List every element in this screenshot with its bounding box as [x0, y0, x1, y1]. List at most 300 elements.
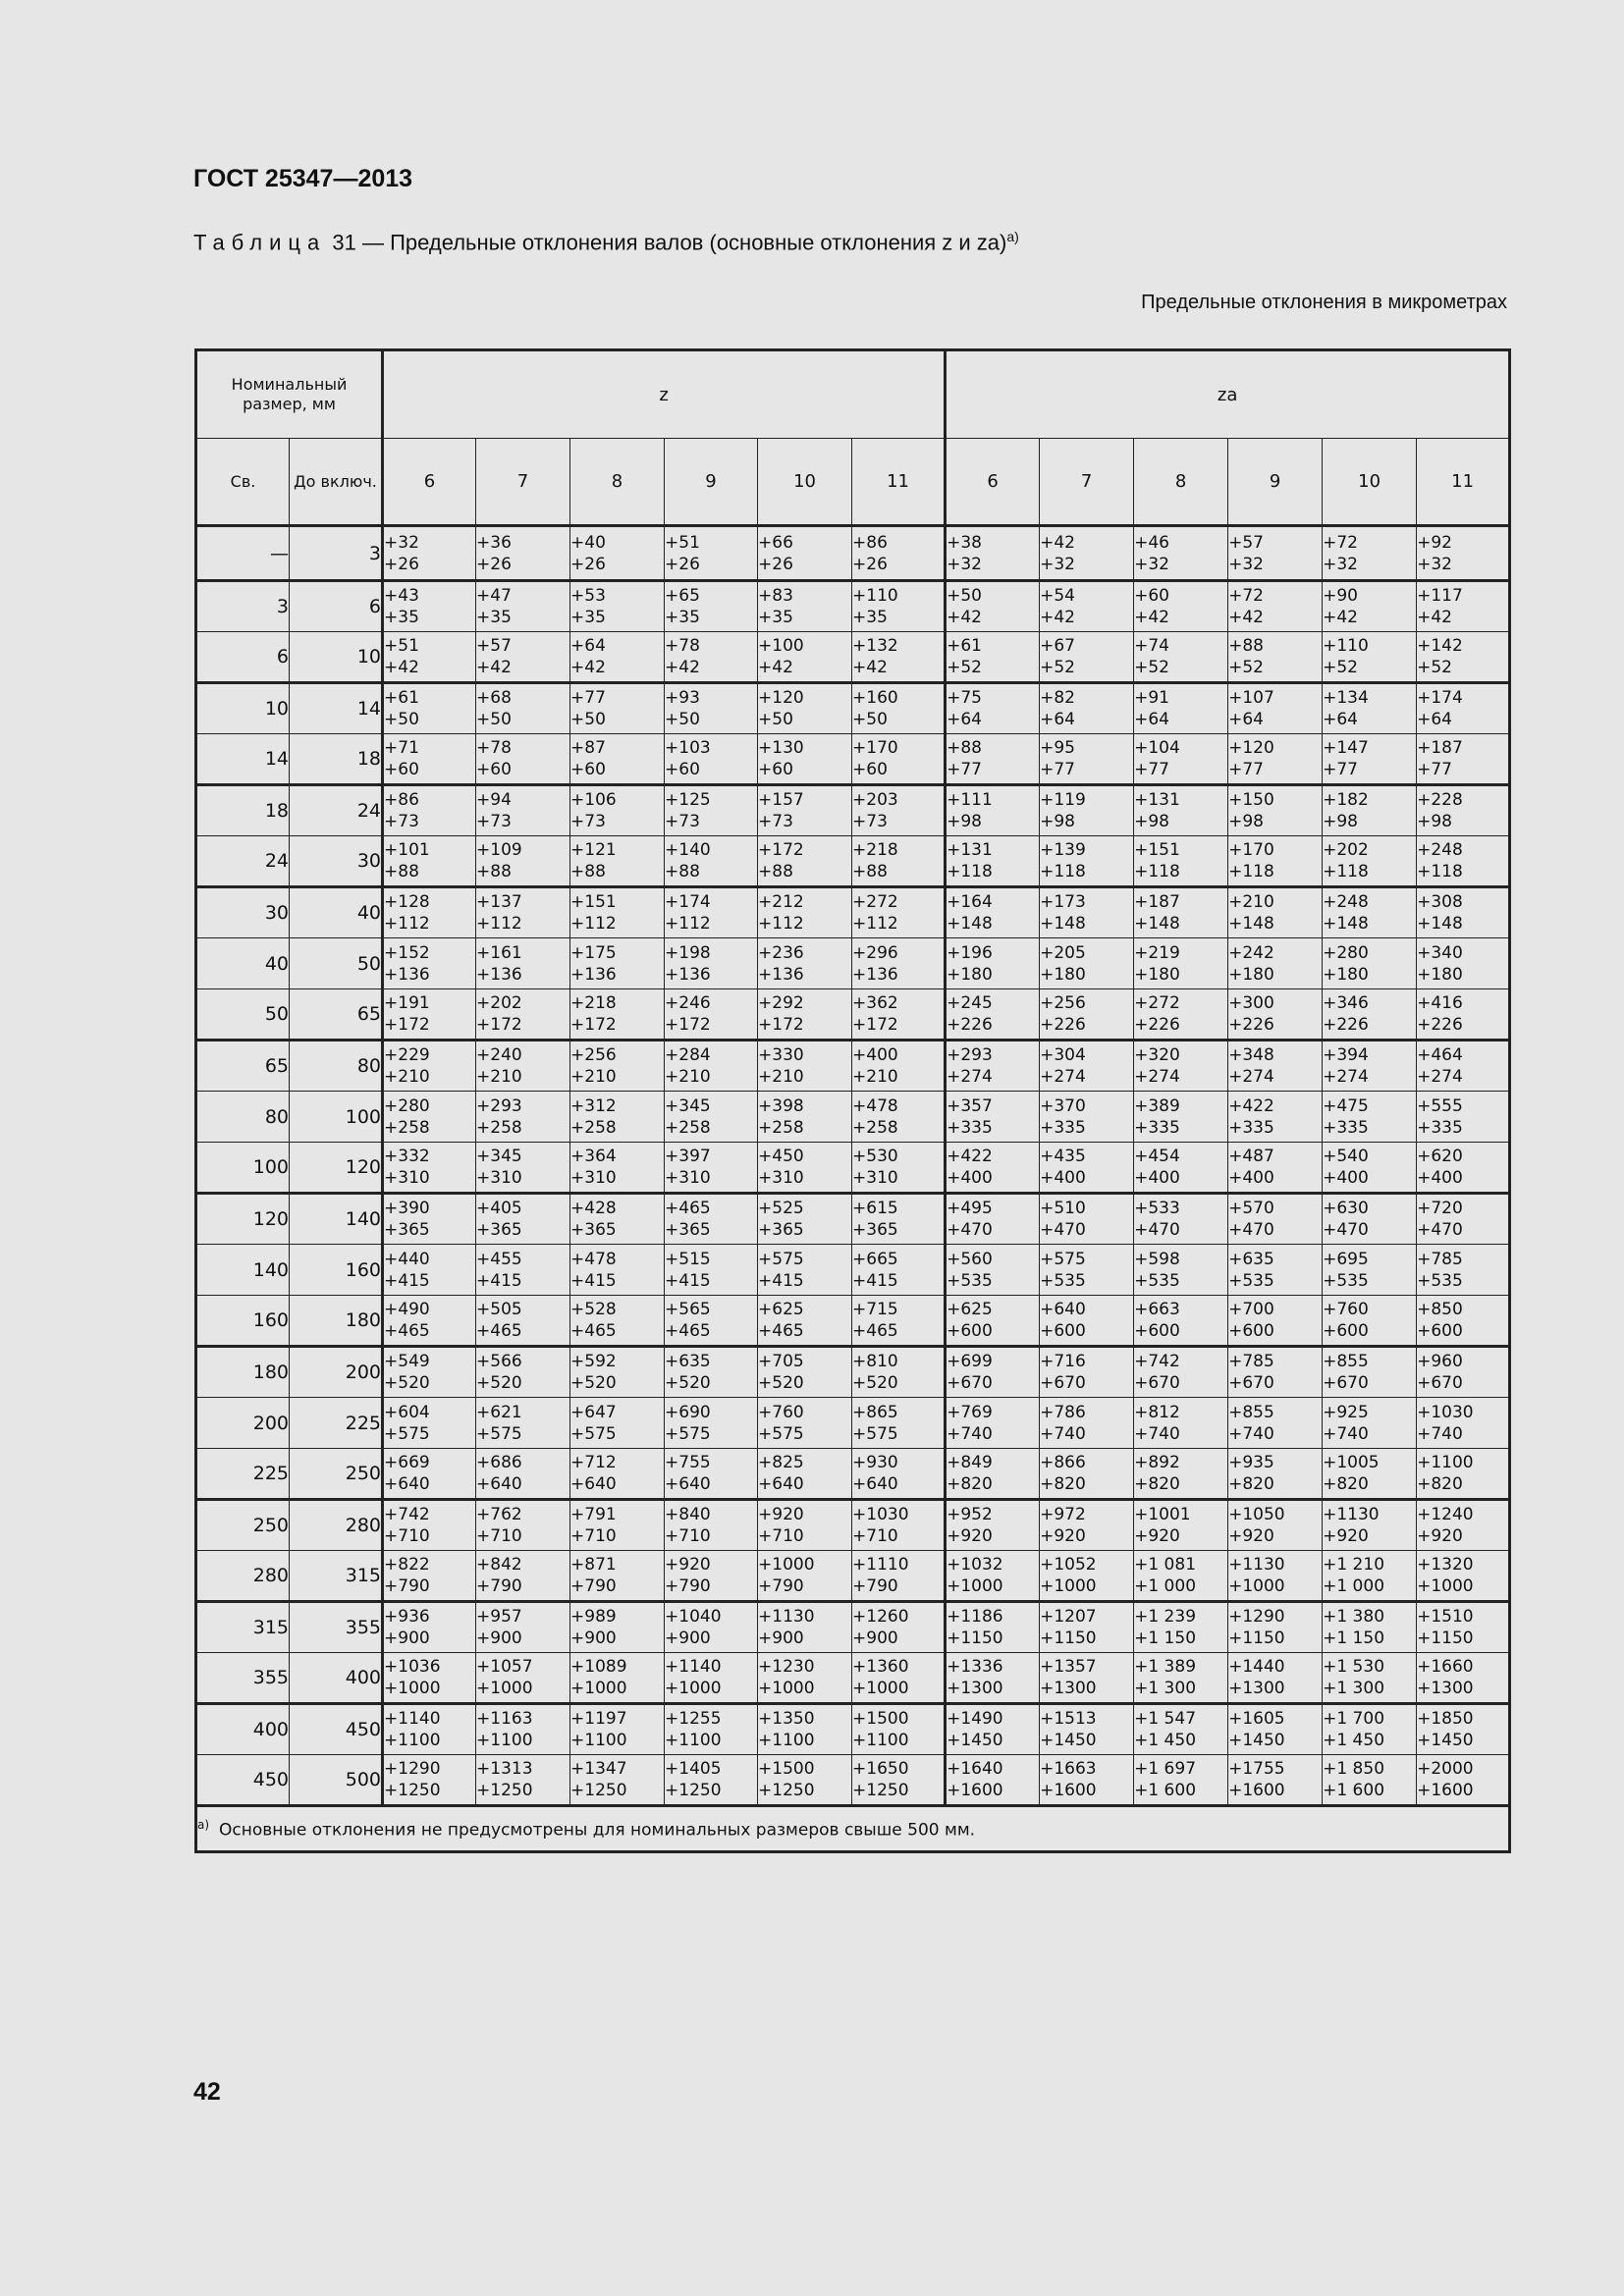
deviation-cell-za	[1134, 1755, 1228, 1806]
deviation-cell-z	[665, 1245, 758, 1296]
upper-deviation: +272	[852, 892, 898, 912]
lower-deviation: +415	[476, 1270, 522, 1291]
deviation-cell-za	[1040, 1704, 1134, 1755]
upper-deviation: +61	[947, 636, 982, 656]
deviation-cell-za	[1417, 1143, 1510, 1194]
upper-deviation: +182	[1323, 790, 1369, 810]
deviation-cell-z	[665, 989, 758, 1041]
deviation-cell-za	[946, 785, 1040, 836]
deviation-cell-za	[1040, 632, 1134, 683]
lower-deviation: +42	[384, 658, 419, 677]
upper-deviation: +528	[570, 1300, 617, 1319]
deviation-cell-z	[570, 1602, 665, 1653]
deviation-cell-z	[570, 1296, 665, 1347]
lower-deviation: +98	[1134, 812, 1169, 831]
upper-deviation: +1290	[384, 1759, 441, 1779]
deviation-cell-za	[946, 1296, 1040, 1347]
deviation-cell-za	[1134, 1449, 1228, 1500]
deviation-cell-za	[1417, 1449, 1510, 1500]
deviation-cell-za	[1134, 1092, 1228, 1143]
upper-deviation: +1163	[476, 1709, 533, 1729]
upper-deviation: +592	[570, 1352, 617, 1371]
deviation-cell-z	[383, 1092, 476, 1143]
lower-deviation: +210	[852, 1067, 898, 1087]
upper-deviation: +390	[384, 1199, 430, 1218]
lower-deviation: +790	[476, 1576, 522, 1596]
upper-deviation: +855	[1323, 1352, 1369, 1371]
upper-deviation: +362	[852, 993, 898, 1013]
upper-deviation: +1140	[665, 1657, 722, 1677]
deviation-cell-za	[1228, 1347, 1323, 1398]
upper-deviation: +128	[384, 892, 430, 912]
deviation-cell-za	[1323, 1092, 1417, 1143]
deviation-cell-z	[570, 785, 665, 836]
size-to-cell: 355	[290, 1602, 383, 1653]
lower-deviation: +790	[570, 1576, 617, 1596]
deviation-cell-z	[570, 1704, 665, 1755]
deviation-cell-z	[383, 526, 476, 581]
grade-header-za: 11	[1417, 439, 1510, 526]
upper-deviation: +786	[1040, 1402, 1086, 1422]
upper-deviation: +810	[852, 1352, 898, 1371]
lower-deviation: +136	[570, 964, 617, 985]
deviation-cell-za	[1323, 1551, 1417, 1602]
deviation-cell-z	[758, 1296, 852, 1347]
size-to-cell: 400	[290, 1653, 383, 1704]
lower-deviation: +335	[1040, 1117, 1086, 1138]
upper-deviation: +925	[1323, 1402, 1369, 1422]
lower-deviation: +118	[1417, 862, 1463, 881]
deviation-cell-z	[758, 1602, 852, 1653]
upper-deviation: +95	[1040, 738, 1075, 758]
lower-deviation: +1000	[1040, 1576, 1097, 1596]
table-row	[196, 887, 1510, 938]
table-caption-text: 31 — Предельные отклонения валов (основные отклонения z и za)	[326, 230, 1007, 255]
deviation-cell-za	[1417, 1296, 1510, 1347]
deviation-cell-za	[1323, 1194, 1417, 1245]
upper-deviation: +510	[1040, 1199, 1086, 1218]
lower-deviation: +535	[1417, 1270, 1463, 1291]
lower-deviation: +26	[665, 554, 700, 574]
table-row	[196, 1245, 1510, 1296]
upper-deviation: +699	[947, 1352, 993, 1371]
size-to-cell: 280	[290, 1500, 383, 1551]
upper-deviation: +635	[665, 1352, 711, 1371]
lower-deviation: +64	[1323, 710, 1358, 729]
deviation-cell-za	[1228, 1500, 1323, 1551]
upper-deviation: +170	[1228, 840, 1274, 860]
lower-deviation: +1150	[1040, 1629, 1097, 1648]
upper-deviation: +248	[1417, 840, 1463, 860]
upper-deviation: +101	[384, 840, 430, 860]
deviation-cell-za	[1323, 1398, 1417, 1449]
table-row	[196, 683, 1510, 734]
table-row	[196, 1500, 1510, 1551]
lower-deviation: +1300	[947, 1679, 1003, 1698]
lower-deviation: +520	[665, 1373, 711, 1393]
col-from-header: Св.	[196, 439, 290, 526]
lower-deviation: +400	[1323, 1168, 1369, 1188]
upper-deviation: +72	[1228, 586, 1264, 606]
lower-deviation: +575	[384, 1423, 430, 1444]
deviation-cell-za	[1228, 734, 1323, 785]
lower-deviation: +180	[1228, 964, 1274, 985]
upper-deviation: +647	[570, 1402, 617, 1422]
upper-deviation: +555	[1417, 1095, 1463, 1116]
deviation-cell-za	[1417, 1398, 1510, 1449]
lower-deviation: +274	[1417, 1067, 1463, 1087]
lower-deviation: +172	[758, 1015, 804, 1035]
deviation-cell-za	[1228, 683, 1323, 734]
deviation-cell-z	[852, 683, 946, 734]
upper-deviation: +92	[1417, 532, 1452, 553]
deviation-cell-z	[852, 1551, 946, 1602]
lower-deviation: +415	[570, 1270, 617, 1291]
deviation-cell-za	[1228, 1551, 1323, 1602]
lower-deviation: +740	[1323, 1423, 1369, 1444]
lower-deviation: +210	[758, 1067, 804, 1087]
lower-deviation: +1100	[570, 1731, 627, 1750]
upper-deviation: +865	[852, 1402, 898, 1422]
upper-deviation: +139	[1040, 840, 1086, 860]
deviation-cell-za	[1134, 1551, 1228, 1602]
deviation-cell-za	[946, 836, 1040, 887]
upper-deviation: +280	[384, 1095, 430, 1116]
upper-deviation: +849	[947, 1453, 993, 1472]
upper-deviation: +1 389	[1134, 1657, 1197, 1677]
lower-deviation: +258	[758, 1117, 804, 1138]
deviation-cell-z	[476, 526, 570, 581]
lower-deviation: +136	[665, 964, 711, 985]
upper-deviation: +228	[1417, 790, 1463, 810]
upper-deviation: +78	[476, 738, 512, 758]
table-footnote	[196, 1806, 1510, 1852]
upper-deviation: +71	[384, 738, 419, 758]
deviation-cell-za	[1228, 1296, 1323, 1347]
upper-deviation: +320	[1134, 1045, 1180, 1065]
upper-deviation: +1605	[1228, 1709, 1285, 1729]
upper-deviation: +57	[476, 636, 512, 656]
upper-deviation: +151	[570, 892, 617, 912]
grade-header-z: 10	[758, 439, 852, 526]
upper-deviation: +173	[1040, 892, 1086, 912]
deviation-cell-za	[1134, 734, 1228, 785]
deviation-cell-z	[665, 1755, 758, 1806]
deviation-cell-z	[852, 1653, 946, 1704]
deviation-cell-za	[1417, 581, 1510, 632]
upper-deviation: +174	[665, 892, 711, 912]
size-from-cell: 225	[196, 1449, 290, 1500]
deviation-cell-z	[665, 1296, 758, 1347]
size-from-cell: 140	[196, 1245, 290, 1296]
size-from-cell: 160	[196, 1296, 290, 1347]
lower-deviation: +335	[1134, 1117, 1180, 1138]
group-header-z: z	[383, 350, 946, 439]
deviation-cell-z	[476, 1041, 570, 1092]
lower-deviation: +112	[476, 914, 522, 934]
upper-deviation: +762	[476, 1505, 522, 1524]
lower-deviation: +670	[947, 1373, 993, 1393]
upper-deviation: +1500	[758, 1759, 815, 1779]
lower-deviation: +77	[947, 760, 982, 779]
deviation-cell-z	[665, 683, 758, 734]
deviation-cell-za	[1417, 526, 1510, 581]
upper-deviation: +615	[852, 1199, 898, 1218]
lower-deviation: +118	[1228, 862, 1274, 881]
lower-deviation: +1000	[758, 1679, 815, 1698]
table-row	[196, 1194, 1510, 1245]
upper-deviation: +1313	[476, 1759, 533, 1779]
lower-deviation: +1 150	[1134, 1629, 1197, 1648]
deviation-cell-za	[1134, 785, 1228, 836]
upper-deviation: +389	[1134, 1095, 1180, 1116]
deviation-cell-z	[476, 836, 570, 887]
deviation-cell-z	[665, 1653, 758, 1704]
lower-deviation: +64	[947, 710, 982, 729]
upper-deviation: +490	[384, 1300, 430, 1319]
lower-deviation: +1450	[947, 1731, 1003, 1750]
upper-deviation: +785	[1417, 1249, 1463, 1269]
lower-deviation: +32	[1323, 554, 1358, 574]
upper-deviation: +760	[758, 1402, 804, 1422]
page-number: 42	[193, 2078, 221, 2106]
upper-deviation: +440	[384, 1249, 430, 1269]
lower-deviation: +258	[665, 1117, 711, 1138]
upper-deviation: +1032	[947, 1555, 1003, 1575]
lower-deviation: +26	[570, 554, 606, 574]
deviation-cell-z	[383, 1398, 476, 1449]
deviation-cell-za	[946, 1041, 1040, 1092]
deviation-cell-za	[1040, 887, 1134, 938]
deviation-cell-z	[665, 1500, 758, 1551]
lower-deviation: +1300	[1417, 1679, 1474, 1698]
size-from-cell: 200	[196, 1398, 290, 1449]
deviation-cell-za	[1323, 683, 1417, 734]
size-to-cell: 10	[290, 632, 383, 683]
lower-deviation: +64	[1417, 710, 1452, 729]
upper-deviation: +346	[1323, 993, 1369, 1013]
deviation-cell-za	[1228, 1245, 1323, 1296]
upper-deviation: +1357	[1040, 1657, 1097, 1677]
upper-deviation: +292	[758, 993, 804, 1013]
deviation-cell-z	[570, 1500, 665, 1551]
lower-deviation: +415	[758, 1270, 804, 1291]
lower-deviation: +1600	[1417, 1781, 1474, 1800]
deviation-cell-za	[1228, 938, 1323, 989]
upper-deviation: +575	[758, 1249, 804, 1269]
deviation-cell-za	[1228, 581, 1323, 632]
lower-deviation: +1250	[758, 1781, 815, 1800]
upper-deviation: +1036	[384, 1657, 441, 1677]
deviation-cell-z	[383, 1551, 476, 1602]
lower-deviation: +400	[1134, 1168, 1180, 1188]
upper-deviation: +1755	[1228, 1759, 1285, 1779]
deviation-cell-z	[476, 1347, 570, 1398]
deviation-cell-z	[852, 785, 946, 836]
lower-deviation: +365	[384, 1220, 430, 1240]
upper-deviation: +131	[1134, 790, 1180, 810]
upper-deviation: +172	[758, 840, 804, 860]
deviation-cell-za	[946, 1143, 1040, 1194]
lower-deviation: +900	[476, 1629, 522, 1648]
upper-deviation: +533	[1134, 1199, 1180, 1218]
upper-deviation: +212	[758, 892, 804, 912]
upper-deviation: +549	[384, 1352, 430, 1371]
lower-deviation: +600	[1323, 1321, 1369, 1341]
upper-deviation: +1050	[1228, 1505, 1285, 1524]
upper-deviation: +700	[1228, 1300, 1274, 1319]
lower-deviation: +172	[570, 1015, 617, 1035]
deviation-cell-z	[383, 1704, 476, 1755]
lower-deviation: +820	[1417, 1474, 1463, 1494]
size-to-cell: 180	[290, 1296, 383, 1347]
deviation-cell-za	[1323, 1500, 1417, 1551]
upper-deviation: +1040	[665, 1607, 722, 1627]
deviation-cell-za	[1040, 785, 1134, 836]
deviation-cell-z	[852, 1041, 946, 1092]
upper-deviation: +88	[1228, 636, 1264, 656]
size-to-cell: 30	[290, 836, 383, 887]
deviation-cell-za	[946, 581, 1040, 632]
deviation-cell-za	[1417, 1041, 1510, 1092]
lower-deviation: +900	[852, 1629, 898, 1648]
deviation-cell-z	[758, 1449, 852, 1500]
lower-deviation: +1000	[852, 1679, 909, 1698]
lower-deviation: +42	[665, 658, 700, 677]
deviation-cell-za	[1417, 1704, 1510, 1755]
lower-deviation: +1 450	[1323, 1731, 1385, 1750]
lower-deviation: +365	[852, 1220, 898, 1240]
lower-deviation: +710	[476, 1526, 522, 1546]
upper-deviation: +515	[665, 1249, 711, 1269]
lower-deviation: +50	[852, 710, 888, 729]
deviation-cell-za	[1134, 1245, 1228, 1296]
upper-deviation: +202	[476, 993, 522, 1013]
upper-deviation: +280	[1323, 942, 1369, 963]
size-from-cell: 24	[196, 836, 290, 887]
lower-deviation: +52	[947, 658, 982, 677]
upper-deviation: +625	[758, 1300, 804, 1319]
deviation-cell-za	[1417, 887, 1510, 938]
footnote-text: Основные отклонения не предусмотрены для номинальных размеров свыше 500 мм.	[219, 1820, 976, 1841]
deviation-cell-z	[383, 938, 476, 989]
deviation-cell-z	[665, 581, 758, 632]
grade-header-za: 8	[1134, 439, 1228, 526]
upper-deviation: +2000	[1417, 1759, 1474, 1779]
lower-deviation: +274	[1134, 1067, 1180, 1087]
lower-deviation: +1250	[476, 1781, 533, 1800]
lower-deviation: +400	[1228, 1168, 1274, 1188]
upper-deviation: +86	[384, 790, 419, 810]
lower-deviation: +77	[1040, 760, 1075, 779]
upper-deviation: +695	[1323, 1249, 1369, 1269]
deviation-cell-za	[1323, 785, 1417, 836]
upper-deviation: +308	[1417, 892, 1463, 912]
lower-deviation: +820	[1323, 1474, 1369, 1494]
deviation-cell-za	[1040, 1653, 1134, 1704]
lower-deviation: +920	[1040, 1526, 1086, 1546]
upper-deviation: +1490	[947, 1709, 1003, 1729]
lower-deviation: +118	[947, 862, 993, 881]
deviation-cell-z	[476, 989, 570, 1041]
deviation-cell-z	[665, 1194, 758, 1245]
lower-deviation: +600	[1228, 1321, 1274, 1341]
size-to-cell: 3	[290, 526, 383, 581]
table-row	[196, 785, 1510, 836]
upper-deviation: +1336	[947, 1657, 1003, 1677]
lower-deviation: +42	[1134, 608, 1169, 627]
grade-header-z: 8	[570, 439, 665, 526]
deviation-cell-za	[1228, 1449, 1323, 1500]
upper-deviation: +405	[476, 1199, 522, 1218]
deviation-cell-z	[758, 1551, 852, 1602]
lower-deviation: +52	[1228, 658, 1264, 677]
upper-deviation: +1140	[384, 1709, 441, 1729]
lower-deviation: +640	[570, 1474, 617, 1494]
grade-header-z: 7	[476, 439, 570, 526]
upper-deviation: +218	[852, 840, 898, 860]
upper-deviation: +936	[384, 1607, 430, 1627]
table-row	[196, 1092, 1510, 1143]
deviation-cell-za	[1323, 1245, 1417, 1296]
lower-deviation: +73	[665, 812, 700, 831]
deviation-cell-z	[383, 1296, 476, 1347]
deviation-cell-z	[570, 581, 665, 632]
lower-deviation: +42	[1228, 608, 1264, 627]
upper-deviation: +505	[476, 1300, 522, 1319]
deviation-cell-z	[383, 1449, 476, 1500]
deviation-cell-za	[1040, 1602, 1134, 1653]
lower-deviation: +535	[1040, 1270, 1086, 1291]
upper-deviation: +422	[1228, 1095, 1274, 1116]
deviation-cell-z	[383, 1653, 476, 1704]
deviation-cell-za	[1134, 1500, 1228, 1551]
deviation-cell-z	[476, 1194, 570, 1245]
table-row	[196, 1653, 1510, 1704]
table-row	[196, 836, 1510, 887]
upper-deviation: +74	[1134, 636, 1169, 656]
lower-deviation: +112	[384, 914, 430, 934]
lower-deviation: +50	[665, 710, 700, 729]
lower-deviation: +1600	[1040, 1781, 1097, 1800]
upper-deviation: +187	[1134, 892, 1180, 912]
upper-deviation: +60	[1134, 586, 1169, 606]
upper-deviation: +960	[1417, 1352, 1463, 1371]
table-row	[196, 1704, 1510, 1755]
lower-deviation: +35	[758, 608, 793, 627]
upper-deviation: +125	[665, 790, 711, 810]
lower-deviation: +520	[476, 1373, 522, 1393]
upper-deviation: +120	[758, 688, 804, 708]
deviation-cell-za	[1040, 581, 1134, 632]
deviation-cell-za	[1323, 1041, 1417, 1092]
upper-deviation: +240	[476, 1045, 522, 1065]
lower-deviation: +520	[570, 1373, 617, 1393]
deviation-cell-z	[665, 1092, 758, 1143]
grade-header-za: 7	[1040, 439, 1134, 526]
upper-deviation: +1640	[947, 1759, 1003, 1779]
upper-deviation: +640	[1040, 1300, 1086, 1319]
deviation-cell-z	[570, 989, 665, 1041]
lower-deviation: +26	[852, 554, 888, 574]
lower-deviation: +73	[852, 812, 888, 831]
upper-deviation: +345	[476, 1147, 522, 1166]
lower-deviation: +820	[1228, 1474, 1274, 1494]
upper-deviation: +121	[570, 840, 617, 860]
lower-deviation: +77	[1228, 760, 1264, 779]
upper-deviation: +630	[1323, 1199, 1369, 1218]
lower-deviation: +900	[665, 1629, 711, 1648]
